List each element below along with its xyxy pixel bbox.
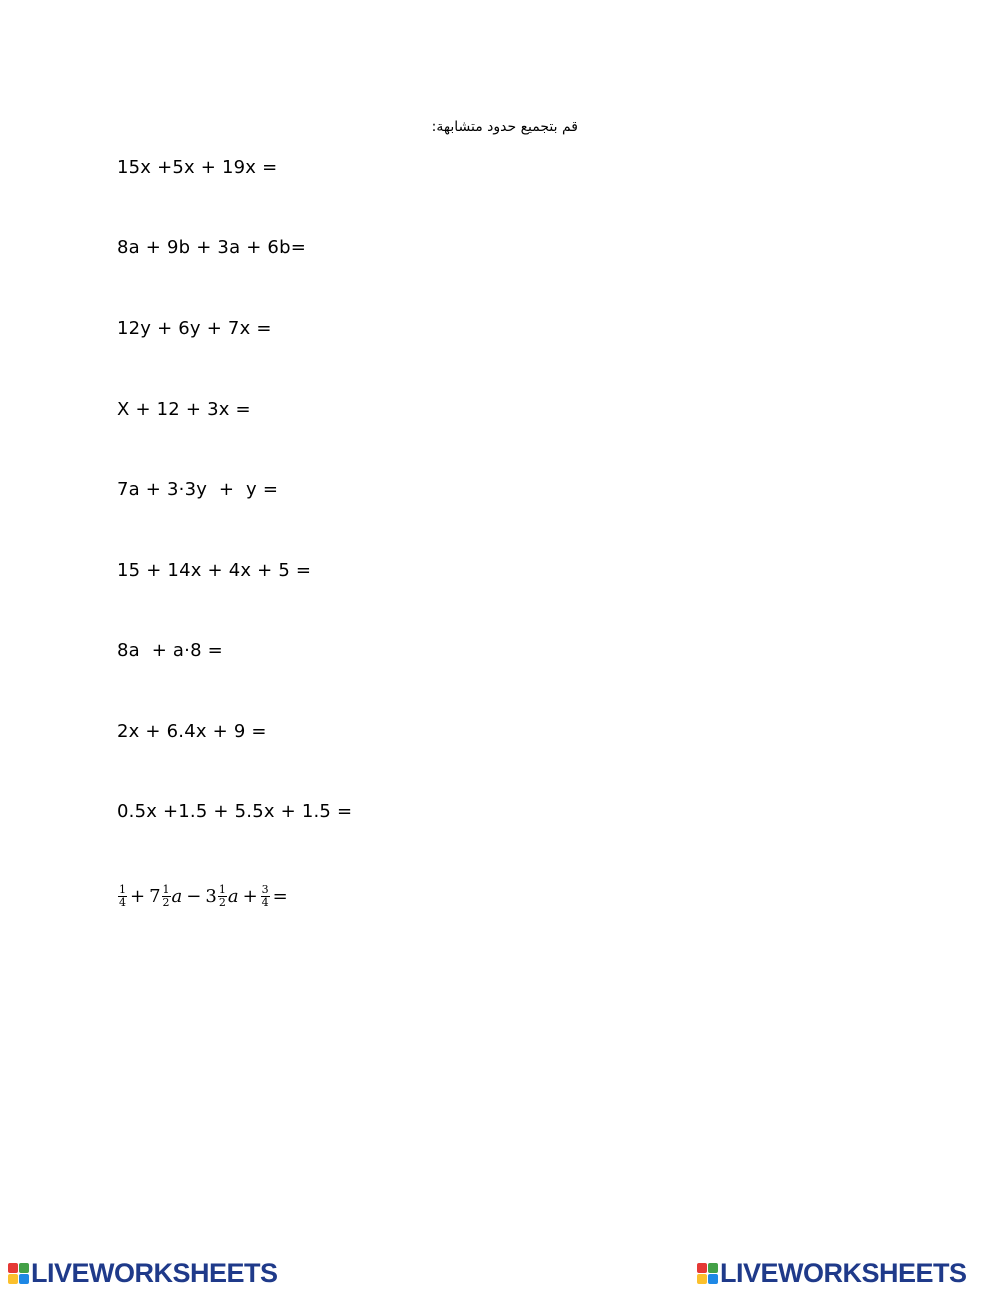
logo-mark-icon [697, 1263, 718, 1284]
whole-number: 3 [205, 885, 217, 907]
minus-sign: − [186, 885, 202, 907]
logo-mark-icon [8, 1263, 29, 1284]
fraction-numerator: 1 [119, 882, 126, 896]
logo-text: LIVEWORKSHEETS [720, 1257, 967, 1288]
liveworksheets-logo-right [697, 1258, 967, 1288]
exercise-7: 8a + a·8 = [117, 640, 223, 661]
fraction-denominator: 4 [261, 895, 269, 909]
instruction-text: قم بتجميع حدود متشابهة: [431, 119, 578, 135]
plus-sign: + [130, 885, 146, 907]
fraction-one-half [218, 884, 227, 909]
logo-text: LIVEWORKSHEETS [31, 1257, 278, 1288]
fraction-numerator: 1 [218, 882, 226, 896]
exercise-9: 0.5x +1.5 + 5.5x + 1.5 = [117, 801, 353, 822]
exercise-4: X + 12 + 3x = [117, 399, 251, 420]
variable: a [227, 885, 239, 907]
fraction-numerator: 1 [162, 882, 170, 896]
fraction-one-quarter [118, 884, 127, 909]
fraction-one-half [162, 884, 171, 909]
exercise-1: 15x +5x + 19x = [117, 157, 278, 178]
variable: a [171, 885, 183, 907]
fraction-three-quarters [261, 884, 270, 909]
exercise-10-fractions [117, 876, 290, 916]
exercise-6: 15 + 14x + 4x + 5 = [117, 560, 312, 581]
fraction-denominator: 4 [119, 895, 126, 909]
exercise-8: 2x + 6.4x + 9 = [117, 721, 267, 742]
liveworksheets-logo-left [8, 1258, 278, 1288]
fraction-numerator: 3 [261, 882, 269, 896]
exercise-2: 8a + 9b + 3a + 6b= [117, 237, 306, 258]
fraction-denominator: 2 [162, 895, 170, 909]
equals-sign: = [272, 885, 288, 907]
plus-sign: + [242, 885, 258, 907]
exercise-5: 7a + 3·3y + y = [117, 479, 279, 500]
whole-number: 7 [149, 885, 161, 907]
exercise-3: 12y + 6y + 7x = [117, 318, 272, 339]
fraction-denominator: 2 [218, 895, 226, 909]
